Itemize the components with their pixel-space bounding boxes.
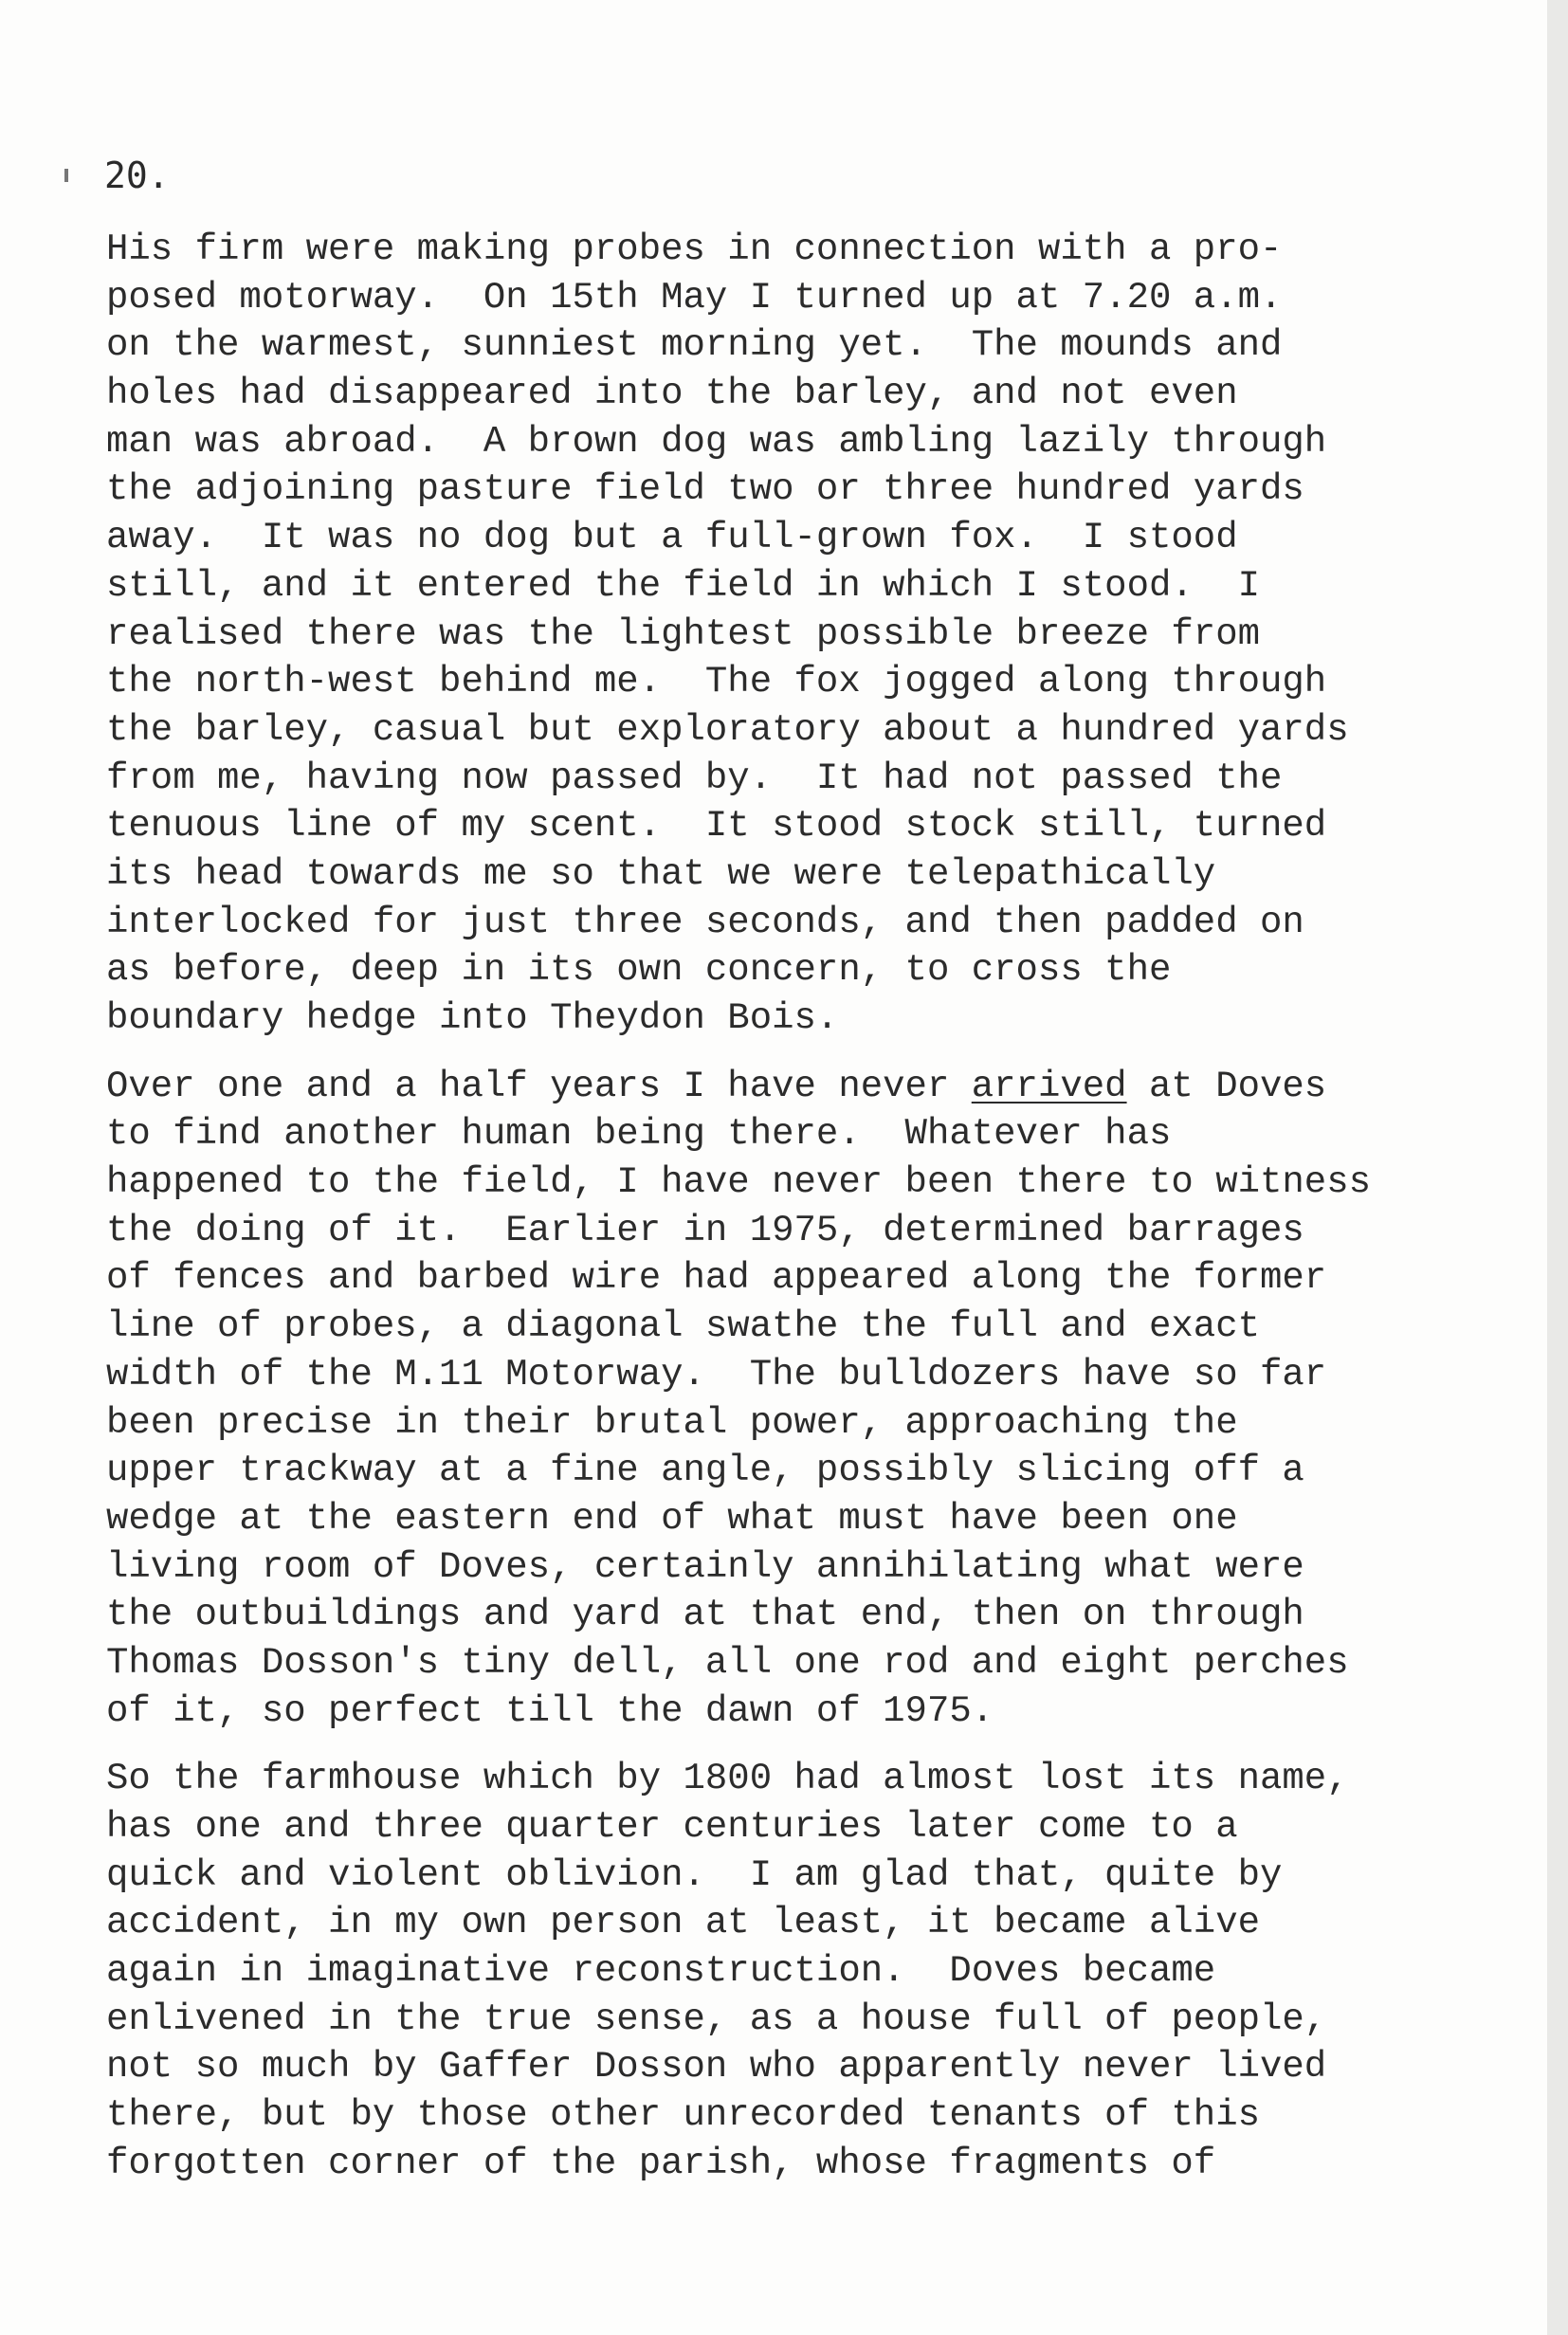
page-number: 20. xyxy=(104,155,170,196)
paragraph-line: living room of Doves, certainly annihilating what were xyxy=(106,1545,1304,1588)
paragraph-3 xyxy=(106,1755,1490,2187)
paragraph-line: boundary hedge into Theydon Bois. xyxy=(106,997,839,1039)
paragraph-line: still, and it entered the field in which I stood. I xyxy=(106,564,1260,607)
paragraph-line: interlocked for just three seconds, and then padded on xyxy=(106,901,1304,943)
paragraph-line: So the farmhouse which by 1800 had almost lost its name, xyxy=(106,1758,1349,1800)
paragraph-2 xyxy=(106,1063,1490,1736)
paragraph-line: the north-west behind me. The fox jogged along through xyxy=(106,661,1327,703)
paragraph-line: on the warmest, sunniest morning yet. The mounds and xyxy=(106,324,1283,367)
paragraph-line: realised there was the lightest possible breeze from xyxy=(106,612,1260,655)
paragraph-line: posed motorway. On 15th May I turned up at 7.20 a.m. xyxy=(106,276,1283,319)
paragraph-1 xyxy=(106,226,1490,1043)
page-edge-shadow xyxy=(1547,0,1568,2335)
paragraph-line: the barley, casual but exploratory about a hundred yards xyxy=(106,708,1349,751)
paragraph-line: holes had disappeared into the barley, and not even xyxy=(106,373,1238,415)
paragraph-line: not so much by Gaffer Dosson who apparently never lived xyxy=(106,2046,1327,2089)
underlined-word: arrived xyxy=(971,1065,1127,1107)
paragraph-line: His firm were making probes in connection with a pro- xyxy=(106,228,1283,270)
paragraph-line: tenuous line of my scent. It stood stock still, turned xyxy=(106,805,1327,848)
paragraph-line: again in imaginative reconstruction. Doves became xyxy=(106,1950,1216,1993)
paragraph-line: width of the M.11 Motorway. The bulldozers have so far xyxy=(106,1353,1327,1396)
paragraph-line: enlivened in the true sense, as a house full of people, xyxy=(106,1998,1327,2040)
paragraph-line: quick and violent oblivion. I am glad that, quite by xyxy=(106,1853,1283,1896)
paragraph-line: to find another human being there. Whatever has xyxy=(106,1113,1172,1156)
line-text: Over one and a half years I have never xyxy=(106,1065,972,1107)
paragraph-line: man was abroad. A brown dog was ambling lazily through xyxy=(106,420,1327,463)
paragraph-line: been precise in their brutal power, approaching the xyxy=(106,1401,1238,1444)
paragraph-line: as before, deep in its own concern, to cross the xyxy=(106,949,1172,992)
paragraph-line: forgotten corner of the parish, whose fragments of xyxy=(106,2142,1216,2184)
paragraph-line: wedge at the eastern end of what must have been one xyxy=(106,1497,1238,1540)
paragraph-line: of it, so perfect till the dawn of 1975. xyxy=(106,1689,994,1732)
paragraph-line: there, but by those other unrecorded tenants of this xyxy=(106,2094,1260,2137)
paragraph-line xyxy=(106,1063,1490,1111)
paragraph-line: the doing of it. Earlier in 1975, determined barrages xyxy=(106,1209,1304,1251)
paragraph-line: away. It was no dog but a full-grown fox. I stood xyxy=(106,517,1238,559)
margin-mark xyxy=(64,169,68,182)
paragraph-line: has one and three quarter centuries later come to a xyxy=(106,1806,1238,1848)
paragraph-line: accident, in my own person at least, it became alive xyxy=(106,1902,1260,1944)
paragraph-line: of fences and barbed wire had appeared along the former xyxy=(106,1257,1327,1300)
line-text: at Doves xyxy=(1126,1065,1327,1107)
paragraph-line: Thomas Dosson's tiny dell, all one rod and eight perches xyxy=(106,1641,1349,1684)
body-text xyxy=(106,226,1490,2208)
paragraph-line: happened to the field, I have never been there to witness xyxy=(106,1161,1372,1204)
paragraph-line: upper trackway at a fine angle, possibly slicing off a xyxy=(106,1450,1304,1492)
paragraph-line: its head towards me so that we were telepathically xyxy=(106,852,1216,895)
paragraph-line: from me, having now passed by. It had not passed the xyxy=(106,757,1283,799)
paragraph-line: the outbuildings and yard at that end, then on through xyxy=(106,1594,1304,1636)
paragraph-line: line of probes, a diagonal swathe the full and exact xyxy=(106,1305,1260,1348)
paragraph-line: the adjoining pasture field two or three hundred yards xyxy=(106,468,1304,511)
